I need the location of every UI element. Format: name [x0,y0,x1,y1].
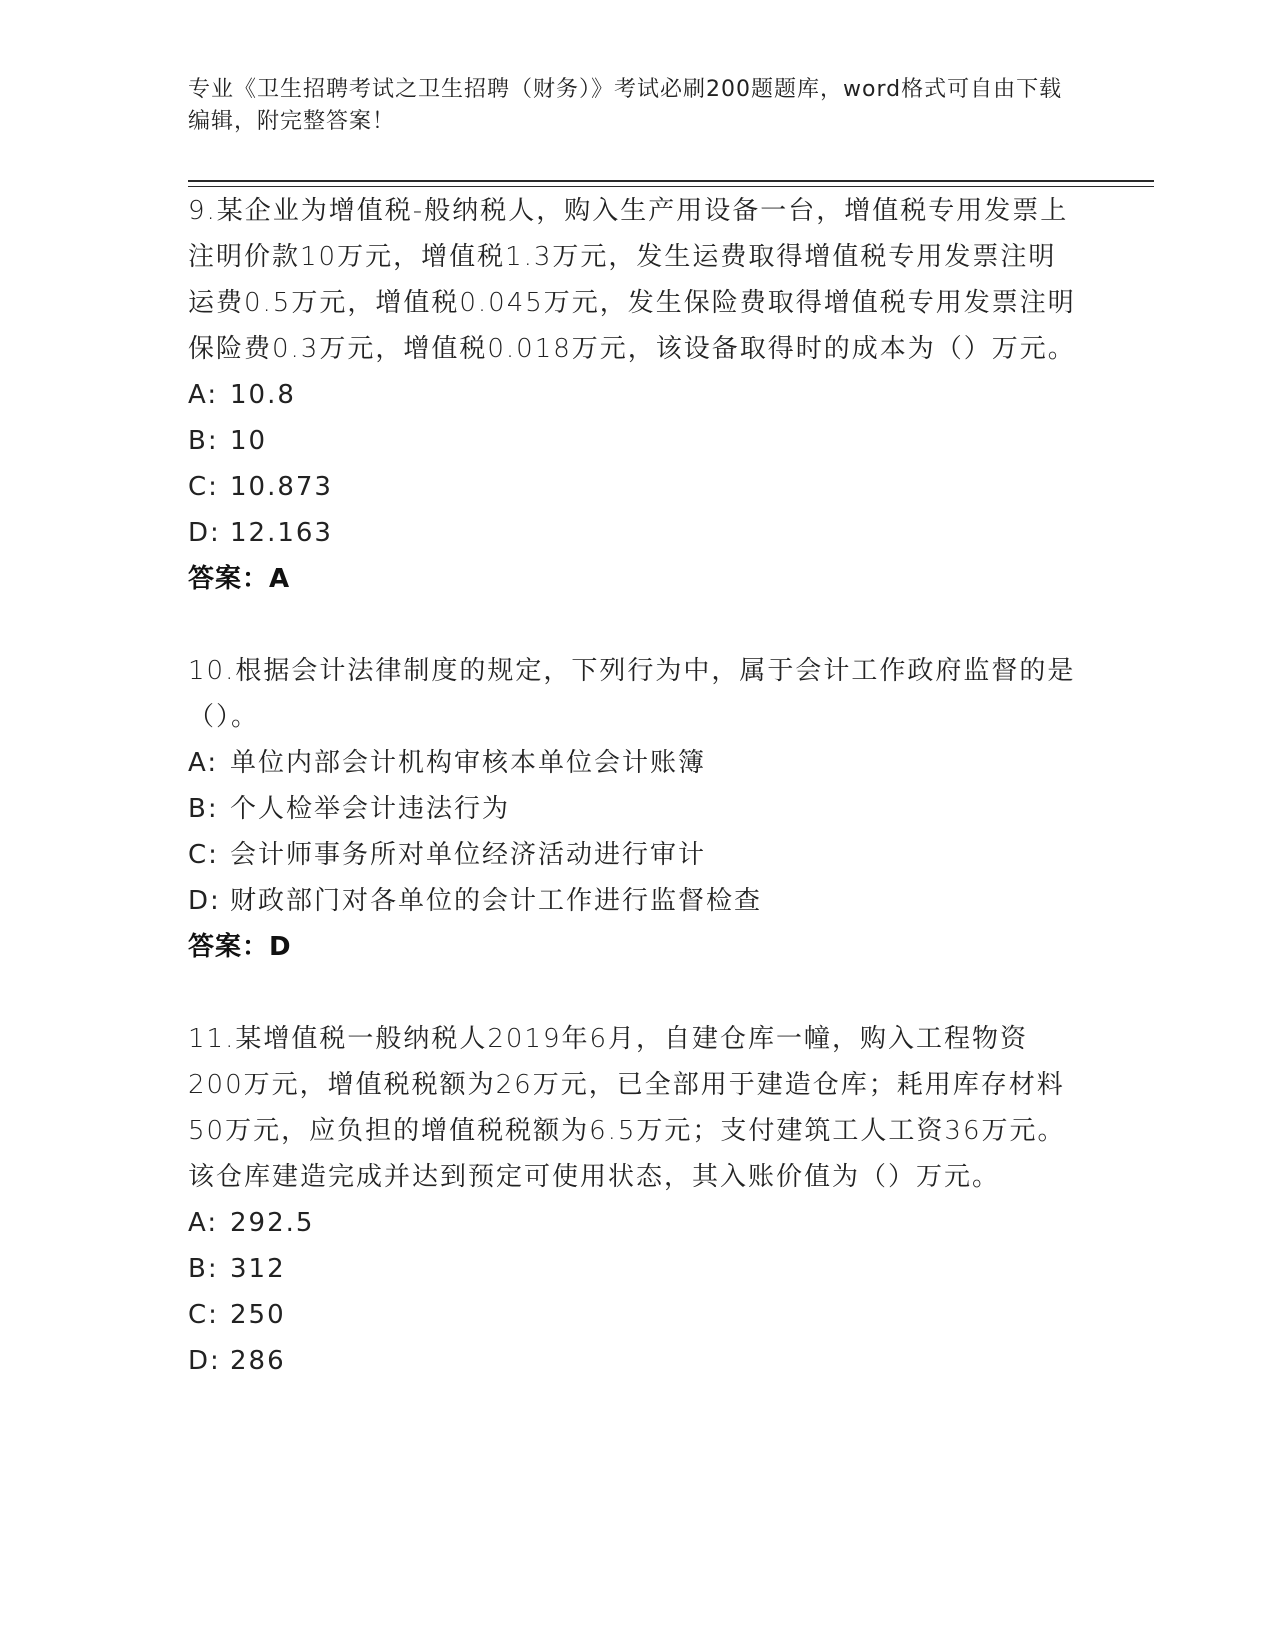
option-letter: C: [188,472,219,502]
spacer [188,970,1078,1016]
option-text: 312 [230,1254,286,1284]
option-b [188,418,1078,464]
option-letter: C: [188,840,219,870]
option-letter: B: [188,794,219,824]
option-a [188,1200,1078,1246]
spacer [188,602,1078,648]
question-text: 10.根据会计法律制度的规定，下列行为中，属于会计工作政府监督的是（）。 [188,656,1076,732]
question-text: 11.某增值税一般纳税人2019年6月，自建仓库一幢，购入工程物资200万元，增值税税额为26万元，已全部用于建造仓库；耗用库存材料50万元，应负担的增值税税额为6.5万元；支付建筑工人工资36万元。该仓库建造完成并达到预定可使用状态，其入账价值为（）万元。 [188,1024,1066,1192]
answer-line: 答案：A [188,564,291,594]
option-letter: D: [188,886,221,916]
option-d [188,1338,1078,1384]
option-letter: A: [188,748,219,778]
question-9 [188,188,1078,602]
option-text: 292.5 [230,1208,315,1238]
option-text: 财政部门对各单位的会计工作进行监督检查 [230,886,763,916]
question-11 [188,1016,1078,1384]
option-text: 会计师事务所对单位经济活动进行审计 [230,840,707,870]
option-c [188,832,1078,878]
option-text: 10.873 [230,472,333,502]
option-letter: B: [188,1254,219,1284]
option-letter: A: [188,1208,219,1238]
option-text: 10.8 [230,380,296,410]
option-text: 250 [230,1300,286,1330]
option-letter: D: [188,518,221,548]
option-letter: C: [188,1300,219,1330]
answer-line: 答案：D [188,932,292,962]
option-d [188,510,1078,556]
option-c [188,1292,1078,1338]
question-10 [188,648,1078,970]
question-text: 9.某企业为增值税-般纳税人，购入生产用设备一台，增值税专用发票上注明价款10万元，增值税1.3万元，发生运费取得增值税专用发票注明运费0.5万元，增值税0.045万元，发生保险费取得增值税专用发票注明保险费0.3万元，增值税0.018万元，该设备取得时的成本为（）万元。 [188,196,1076,364]
option-c [188,464,1078,510]
option-letter: B: [188,426,219,456]
option-letter: D: [188,1346,221,1376]
header-rule-thick [188,180,1154,182]
option-text: 286 [230,1346,286,1376]
option-text: 单位内部会计机构审核本单位会计账簿 [230,748,707,778]
option-letter: A: [188,380,219,410]
header-rule-thin [188,186,1154,187]
option-b [188,786,1078,832]
option-text: 10 [230,426,268,456]
option-text: 12.163 [230,518,333,548]
option-a [188,372,1078,418]
option-a [188,740,1078,786]
question-list [188,188,1078,1384]
option-d [188,878,1078,924]
document-header: 专业《卫生招聘考试之卫生招聘（财务）》考试必刷200题题库，word格式可自由下载编辑，附完整答案！ [188,77,1063,134]
option-text: 个人检举会计违法行为 [230,794,511,824]
option-b [188,1246,1078,1292]
